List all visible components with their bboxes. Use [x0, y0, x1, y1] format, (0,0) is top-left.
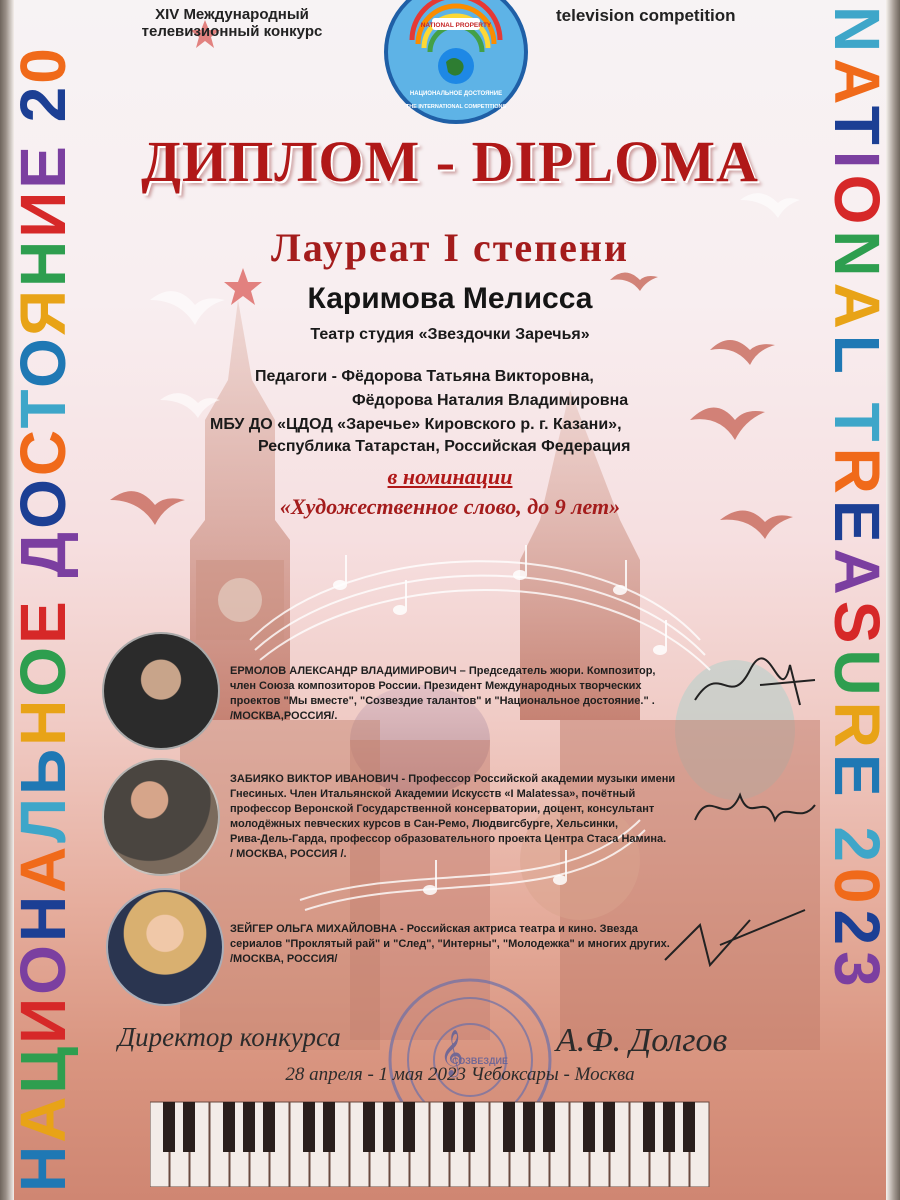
jury-bio-line: ЗАБИЯКО ВИКТОР ИВАНОВИЧ - Профессор Российской академии музыки имени: [230, 773, 676, 785]
left-banner-letter: Т: [7, 387, 79, 429]
competition-subtitle-en: television competition: [556, 6, 736, 25]
svg-text:𝄞: 𝄞: [440, 1030, 464, 1075]
jury-bio-line: сериалов "Проклятый рай" и "След", "Интерны", "Молодежка" и многих других.: [230, 938, 670, 950]
right-banner-letter: R: [821, 447, 893, 500]
left-banner-letter: О: [7, 476, 79, 529]
left-banner-letter: И: [7, 994, 79, 1044]
right-banner-letter: L: [821, 334, 893, 379]
jury-bio-3: [230, 922, 670, 967]
right-banner-letter: E: [821, 753, 893, 803]
piano-black-key: [663, 1102, 675, 1152]
jury-bio-line: / МОСКВА, РОССИЯ /.: [230, 848, 347, 860]
piano-black-key: [603, 1102, 615, 1152]
school-line: МБУ ДО «ЦДОД «Заречье» Кировского р. г. Казани»,: [210, 416, 622, 433]
piano-black-key: [303, 1102, 315, 1152]
studio-name: Театр студия «Звездочки Заречья»: [310, 326, 590, 343]
right-banner-letter: R: [821, 701, 893, 754]
jury-bio-line: ЗЕЙГЕР ОЛЬГА МИХАЙЛОВНА - Российская актриса театра и кино. Звезда: [230, 923, 638, 935]
piano-black-key: [183, 1102, 195, 1152]
logo-top-text: NATIONAL PROPERTY: [420, 22, 492, 29]
right-banner-letter: A: [821, 58, 893, 106]
participant-name: Каримова Мелисса: [307, 282, 593, 315]
piano-black-key: [683, 1102, 695, 1152]
competition-dates: 28 апреля - 1 мая 2023 Чебоксары - Москва: [285, 1064, 635, 1085]
jury-bio-line: Гнесиных. Член Итальянской Академии Искусств «I Malatessa», почётный: [230, 788, 636, 800]
competition-subtitle-ru: [112, 6, 352, 40]
right-banner-letter: 2: [821, 826, 893, 868]
competition-line-2: телевизионный конкурс: [141, 23, 323, 40]
piano-black-key: [403, 1102, 415, 1152]
director-name: А.Ф. Долгов: [556, 1022, 728, 1059]
jury-bio-2: [230, 772, 675, 862]
left-banner-letter: О: [7, 336, 79, 388]
piano-black-key: [583, 1102, 595, 1152]
piano-black-key: [443, 1102, 455, 1152]
right-banner-letter: A: [821, 282, 893, 335]
left-banner-letter: О: [7, 643, 79, 697]
jury-photo-3: [106, 888, 224, 1006]
piano-black-key: [363, 1102, 375, 1152]
jury-bio-line: молодёжных певческих курсов в Сан-Ремо, Людвигсбурге, Хельсинки,: [230, 818, 619, 830]
jury-bio-line: Рива-Дель-Гарда, профессор образовательного проекта Центра Стаса Намина.: [230, 833, 667, 845]
piano-black-key: [463, 1102, 475, 1152]
signature-2: [690, 780, 820, 840]
left-banner-letter: [7, 577, 79, 598]
right-banner-letter: A: [821, 548, 893, 601]
logo-mid-text: НАЦИОНАЛЬНОЕ ДОСТОЯНИЕ: [409, 91, 503, 97]
right-banner-letter: 2: [821, 909, 893, 952]
piano-keys-decoration: [150, 1092, 710, 1187]
nomination-label: в номинации: [387, 464, 513, 489]
piano-black-key: [383, 1102, 395, 1152]
left-banner-letter: А: [7, 1093, 79, 1143]
piano-black-key: [243, 1102, 255, 1152]
region-line: Республика Татарстан, Российская Федерация: [258, 438, 631, 455]
jury-bio-line: проектов "Мы вместе", "Созвездие талантов" и "Национальное достояние." .: [230, 695, 655, 707]
piano-black-key: [503, 1102, 515, 1152]
right-banner-letter: I: [821, 150, 893, 175]
jury-bio-line: /МОСКВА, РОССИЯ/: [230, 953, 338, 965]
right-banner-letter: S: [821, 600, 893, 650]
piano-black-key: [643, 1102, 655, 1152]
left-banner-letter: С: [7, 428, 79, 477]
piano-black-key: [323, 1102, 335, 1152]
right-banner-letter: 0: [821, 867, 893, 910]
left-banner-letter: Ц: [7, 1043, 79, 1094]
competition-line-1: XIV Международный: [155, 6, 309, 23]
jury-photo-1: [102, 632, 220, 750]
left-banner-letter: Н: [7, 1142, 79, 1192]
laureate-degree: Лауреат I степени: [270, 225, 629, 270]
jury-bio-line: член Союза композиторов России. Президент Международных творческих: [230, 680, 642, 692]
left-banner-letter: Я: [7, 287, 79, 336]
logo-bottom-text: THE INTERNATIONAL COMPETITIONS: [405, 104, 507, 110]
right-banner-letter: N: [821, 6, 893, 59]
teachers-line-1: Педагоги - Фёдорова Татьяна Викторовна,: [255, 368, 594, 385]
right-banner-letter: T: [821, 105, 893, 151]
right-banner-letter: [821, 803, 893, 827]
teachers-line-2: Фёдорова Наталия Владимировна: [352, 392, 629, 409]
jury-bio-line: ЕРМОЛОВ АЛЕКСАНДР ВЛАДИМИРОВИЧ – Председатель жюри. Композитор,: [230, 665, 656, 677]
left-banner-letter: О: [7, 942, 79, 995]
nomination-value: «Художественное слово, до 9 лет»: [279, 494, 621, 519]
piano-black-key: [523, 1102, 535, 1152]
right-banner-letter: T: [821, 402, 893, 448]
jury-photo-2: [102, 758, 220, 876]
stamp-text: СОЗВЕЗДИЕ: [452, 1056, 508, 1066]
left-banner-letter: И: [7, 188, 79, 238]
left-banner-letter: Н: [7, 237, 79, 287]
left-banner-letter: Е: [7, 598, 79, 644]
left-banner-letter: Н: [7, 696, 79, 746]
piano-black-key: [543, 1102, 555, 1152]
jury-bio-1: [230, 664, 655, 724]
left-banner-letter: Д: [7, 528, 79, 578]
right-banner-letter: E: [821, 499, 893, 549]
right-banner-letter: 3: [821, 951, 893, 993]
right-banner-letter: O: [821, 174, 893, 231]
signature-1: [690, 650, 820, 720]
left-banner-letter: Л: [7, 794, 79, 843]
signature-3: [660, 905, 810, 975]
left-banner-letter: Е: [7, 143, 79, 189]
national-property-logo: [372, 0, 540, 128]
left-banner-letter: 0: [7, 45, 79, 84]
piano-black-key: [263, 1102, 275, 1152]
left-banner-letter: А: [7, 842, 79, 893]
piano-black-key: [223, 1102, 235, 1152]
diploma-title: ДИПЛОМ - DIPLOMA: [141, 129, 759, 194]
jury-bio-line: профессор Веронской Государственной консерватории, доцент, консультант: [230, 803, 655, 815]
right-banner-letter: [821, 379, 893, 403]
right-banner-letter: N: [821, 230, 893, 283]
piano-black-key: [163, 1102, 175, 1152]
director-label: Директор конкурса: [118, 1022, 341, 1052]
jury-bio-line: /МОСКВА,РОССИЯ/.: [230, 710, 338, 722]
left-banner-letter: 2: [7, 83, 79, 123]
left-banner-letter: Н: [7, 892, 79, 943]
left-banner-letter: Ь: [7, 745, 79, 795]
right-banner-letter: U: [821, 649, 893, 702]
